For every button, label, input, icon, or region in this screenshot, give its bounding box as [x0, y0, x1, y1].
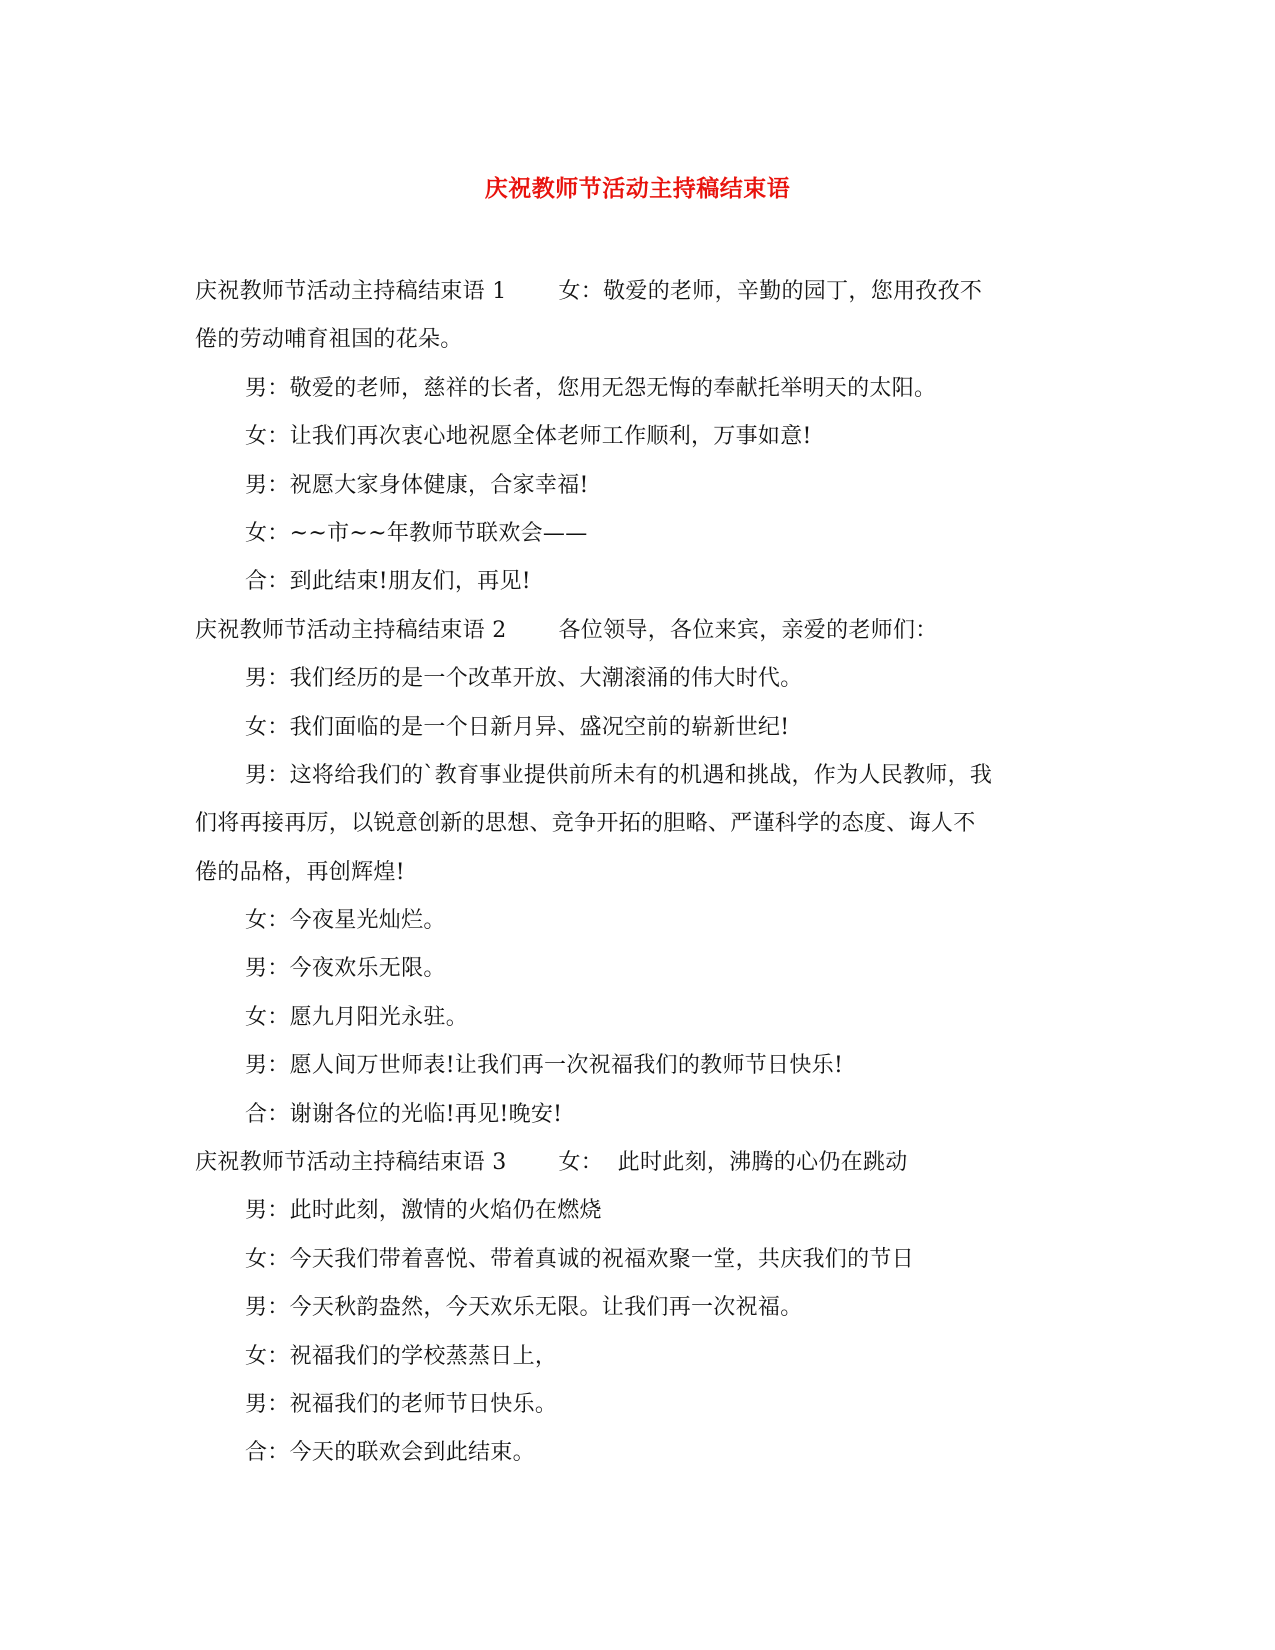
document-title: 庆祝教师节活动主持稿结束语	[484, 175, 791, 202]
dialogue-line: 女：今天我们带着喜悦、带着真诚的祝福欢聚一堂，共庆我们的节日	[245, 1246, 915, 1272]
section-3-heading: 庆祝教师节活动主持稿结束语 3	[195, 1150, 507, 1176]
dialogue-line: 男：祝福我们的老师节日快乐。	[245, 1391, 558, 1417]
section-3-first-line: 女： 此时此刻，沸腾的心仍在跳动	[558, 1150, 908, 1176]
dialogue-line: 女：让我们再次衷心地祝愿全体老师工作顺利，万事如意!	[245, 424, 812, 450]
dialogue-line: 男：此时此刻，激情的火焰仍在燃烧	[245, 1198, 602, 1224]
dialogue-line: 女：愿九月阳光永驻。	[245, 1004, 469, 1030]
section-1-heading: 庆祝教师节活动主持稿结束语 1	[195, 279, 507, 304]
dialogue-line: 合：谢谢各位的光临!再见!晚安!	[245, 1101, 563, 1127]
section-3-heading-line	[195, 1139, 1075, 1187]
dialogue-line: 女：我们面临的是一个日新月异、盛况空前的崭新世纪!	[245, 714, 790, 740]
paragraph-line: 倦的品格，再创辉煌!	[195, 859, 405, 885]
section-1-heading-line	[195, 268, 1075, 316]
dialogue-line: 男：敬爱的老师，慈祥的长者，您用无怨无悔的奉献托举明天的太阳。	[245, 375, 937, 401]
dialogue-line: 男：我们经历的是一个改革开放、大潮滚涌的伟大时代。	[245, 666, 803, 692]
dialogue-line: 合：到此结束!朋友们，再见!	[245, 569, 531, 595]
dialogue-line: 男：今天秋韵盎然，今天欢乐无限。让我们再一次祝福。	[245, 1295, 803, 1321]
section-2-heading: 庆祝教师节活动主持稿结束语 2	[195, 617, 507, 643]
dialogue-line: 女：祝福我们的学校蒸蒸日上，	[245, 1343, 558, 1369]
section-2-heading-line	[195, 607, 1075, 655]
dialogue-line: 女：~~市~~年教师节联欢会——	[245, 520, 588, 546]
dialogue-line: 女：今夜星光灿烂。	[245, 908, 446, 934]
dialogue-line: 男：愿人间万世师表!让我们再一次祝福我们的教师节日快乐!	[245, 1053, 844, 1079]
dialogue-line: 男：祝愿大家身体健康，合家幸福!	[245, 472, 589, 498]
document-body	[195, 268, 1075, 1478]
paragraph-line: 们将再接再厉，以锐意创新的思想、竞争开拓的胆略、严谨科学的态度、诲人不	[195, 811, 976, 837]
section-1-first-line: 女：敬爱的老师，辛勤的园丁，您用孜孜不	[558, 279, 983, 304]
dialogue-line: 男：今夜欢乐无限。	[245, 956, 446, 982]
dialogue-line: 合：今天的联欢会到此结束。	[245, 1440, 535, 1466]
section-2-first-line: 各位领导，各位来宾，亲爱的老师们：	[558, 617, 938, 643]
paragraph-line: 男：这将给我们的`教育事业提供前所未有的机遇和挑战，作为人民教师，我	[245, 762, 993, 788]
section-1-first-line-continued: 倦的劳动哺育祖国的花朵。	[195, 327, 463, 353]
